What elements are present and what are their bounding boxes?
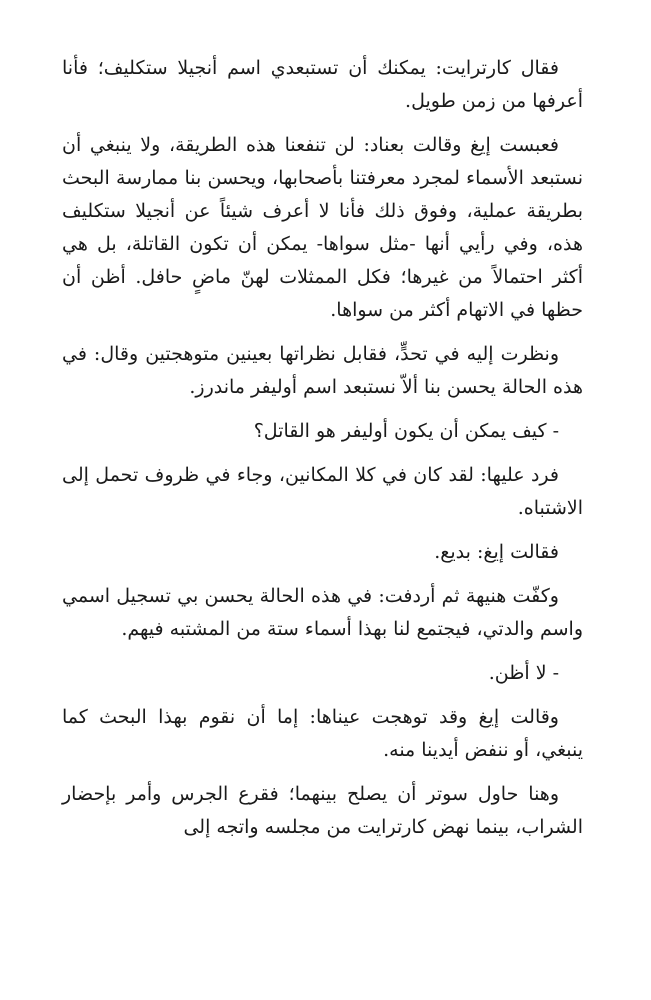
paragraph-6: فقالت إيغ: بديع. (434, 541, 559, 563)
paragraph-5: فرد عليها: لقد كان في كلا المكانين، وجاء في ظروف تحمل إلى الاشتباه. (62, 464, 583, 519)
paragraph-4: - كيف يمكن أن يكون أوليفر هو القاتل؟ (253, 420, 559, 442)
paragraph-10: وهنا حاول سوتر أن يصلح بينهما؛ فقرع الجرس وأمر بإحضار الشراب، بينما نهض كارترايت من مجلسه واتجه إلى (62, 783, 583, 838)
paragraph-9: وقالت إيغ وقد توهجت عيناها: إما أن نقوم بهذا البحث كما ينبغي، أو ننفض أيدينا منه. (62, 706, 583, 761)
book-page (62, 52, 583, 855)
paragraph-7: وكفّت هنيهة ثم أردفت: في هذه الحالة يحسن بي تسجيل اسمي واسم والدتي، فيجتمع لنا بهذا أسماء ستة من المشتبه فيهم. (62, 585, 583, 640)
paragraph-3: ونظرت إليه في تحدٍّ، فقابل نظراتها بعينين متوهجتين وقال: في هذه الحالة يحسن بنا ألاّ نستبعد اسم أوليفر ماندرز. (62, 343, 583, 398)
paragraph-1: فقال كارترايت: يمكنك أن تستبعدي اسم أنجيلا ستكليف؛ فأنا أعرفها من زمن طويل. (62, 57, 583, 112)
paragraph-2: فعبست إيغ وقالت بعناد: لن تنفعنا هذه الطريقة، ولا ينبغي أن نستبعد الأسماء لمجرد معرفتنا بأصحابها، ويحسن بنا ممارسة البحث بطريقة عملية، وفوق ذلك فأنا لا أعرف شيئاً عن أنجيلا ستكليف هذه، وفي رأيي أنها -مثل سواها- يمكن أن تكون القاتلة، بل هي أكثر احتمالاً من غيرها؛ فكل الممثلات لهنّ ماضٍ حافل. أظن أن حظها في الاتهام أكثر من سواها. (62, 134, 583, 321)
paragraph-8: - لا أظن. (488, 662, 559, 684)
